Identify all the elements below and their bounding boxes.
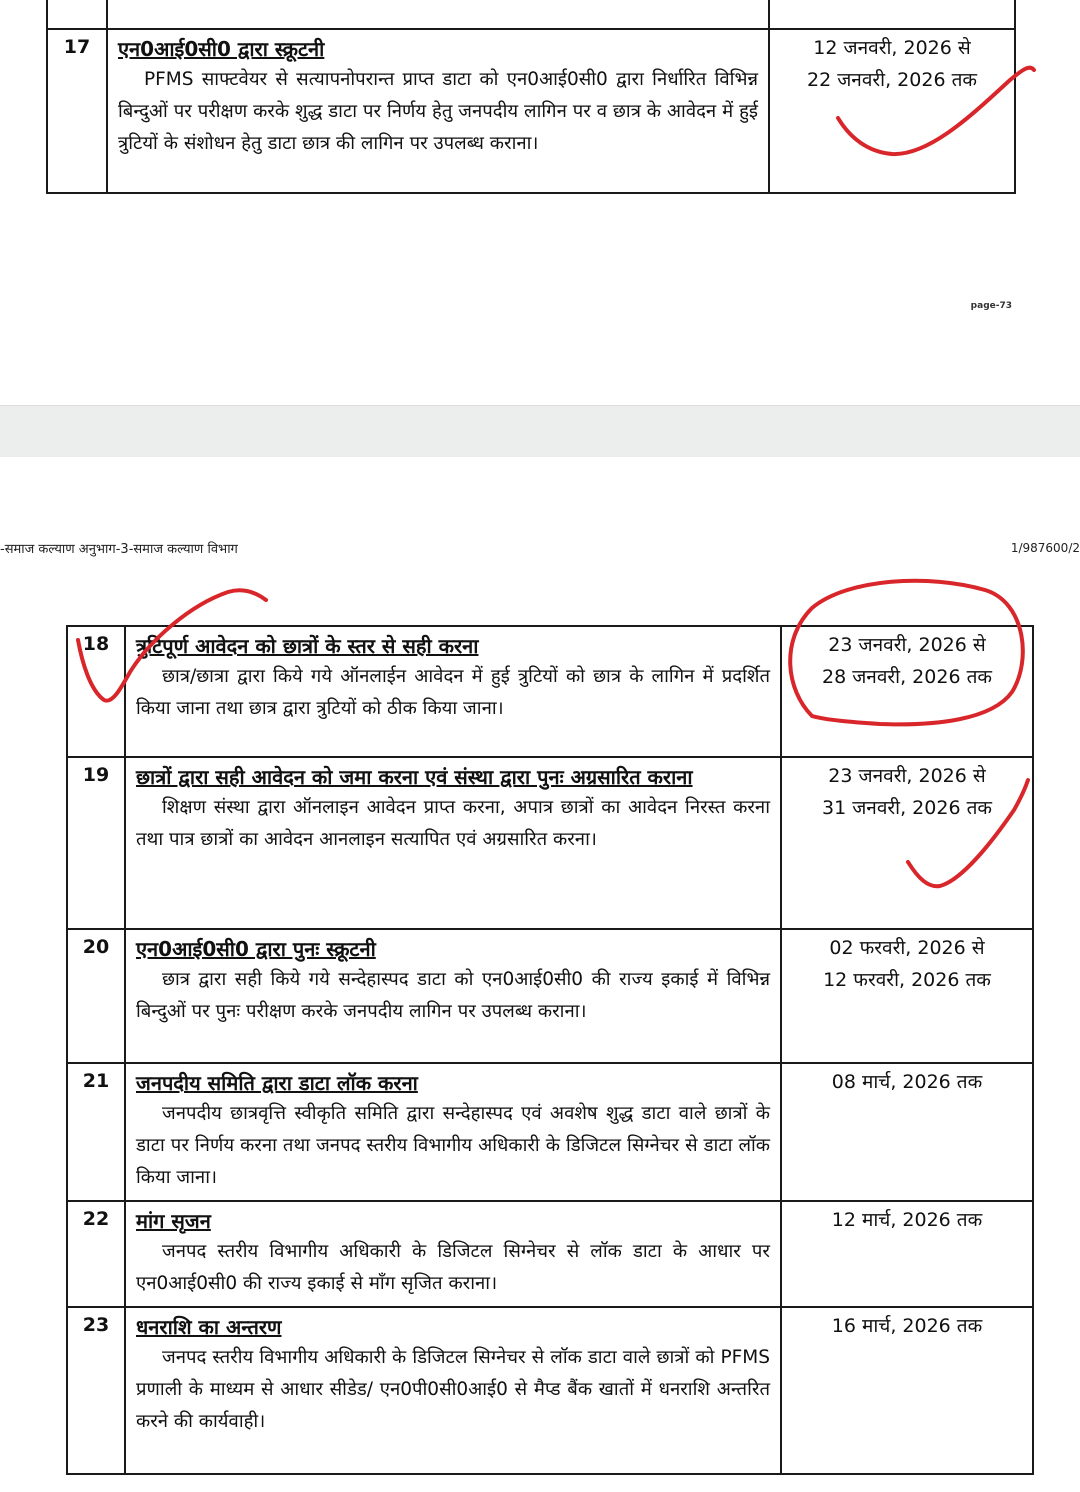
row-number: 20 [67,929,125,1063]
row-number: 18 [67,626,125,757]
row-body: PFMS साफ्टवेयर से सत्यापनोपरान्त प्राप्त डाटा को एन0आई0सी0 द्वारा निर्धारित विभिन्न बिन्दुओं पर परीक्षण करके शुद्ध डाटा पर निर्णय हेतु जनपदीय लागिन पर व छात्र के आवेदन में हुई त्रुटियों के संशोधन हेतु डाटा छात्र की लागिन पर उपलब्ध कराना। [118,69,758,154]
row-title: जनपदीय समिति द्वारा डाटा लॉक करना [136,1071,418,1095]
row-description [125,1063,781,1201]
row-title: एन0आई0सी0 द्वारा पुनः स्क्रूटनी [136,937,376,961]
row-description [125,757,781,929]
table-row [67,1201,1033,1307]
date-to: 12 फरवरी, 2026 तक [823,969,991,991]
row-date [781,929,1033,1063]
row-description [125,626,781,757]
date-to: 22 जनवरी, 2026 तक [806,69,977,91]
row-title: छात्रों द्वारा सही आवेदन को जमा करना एवं संस्था द्वारा पुनः अग्रसारित कराना [136,765,693,789]
row-date [781,1201,1033,1307]
row-title: एन0आई0सी0 द्वारा स्क्रूटनी [118,37,325,61]
department-header: -समाज कल्याण अनुभाग-3-समाज कल्याण विभाग [0,542,238,557]
date-from: 12 जनवरी, 2026 से [813,37,971,59]
row-number: 19 [67,757,125,929]
row-date [781,626,1033,757]
row-date [781,1307,1033,1474]
page-number: page-73 [970,301,1012,311]
row-body: जनपद स्तरीय विभागीय अधिकारी के डिजिटल सिग्नेचर से लॉक डाटा वाले छात्रों को PFMS प्रणाली के माध्यम से आधार सीडेड/ एन0पी0सी0आई0 से मैप्ड बैंक खातों में धनराशि अन्तरित करने की कार्यवाही। [136,1347,770,1432]
document-page [0,457,1080,1492]
row-body: जनपद स्तरीय विभागीय अधिकारी के डिजिटल सिग्नेचर से लॉक डाटा के आधार पर एन0आई0सी0 की राज्य इकाई से माँग सृजित कराना। [136,1241,770,1294]
table-row [67,929,1033,1063]
date-from: 12 मार्च, 2026 तक [831,1209,983,1231]
file-number: 1/987600/2 [1010,541,1080,555]
table-row [47,29,1015,193]
row-number: 23 [67,1307,125,1474]
row-description [125,1307,781,1474]
page-separator [0,405,1080,458]
date-to: 28 जनवरी, 2026 तक [821,666,992,688]
row-body: शिक्षण संस्था द्वारा ऑनलाइन आवेदन प्राप्त करना, अपात्र छात्रों का आवेदन निरस्त करना तथा पात्र छात्रों का आवेदन आनलाइन सत्यापित एवं अग्रसारित करना। [136,797,770,850]
date-from: 16 मार्च, 2026 तक [831,1315,983,1337]
row-date [769,29,1015,193]
date-to: 31 जनवरी, 2026 तक [821,797,992,819]
row-description [107,29,769,193]
table-row [67,1307,1033,1474]
table-row-spacer [47,0,1015,29]
row-title: मांग सृजन [136,1209,211,1233]
date-from: 23 जनवरी, 2026 से [828,765,986,787]
row-body: छात्र द्वारा सही किये गये सन्देहास्पद डाटा को एन0आई0सी0 की राज्य इकाई में विभिन्न बिन्दुओं पर पुनः परीक्षण करके जनपदीय लागिन पर उपलब्ध कराना। [136,969,770,1022]
row-body: छात्र/छात्रा द्वारा किये गये ऑनलाईन आवेदन में हुई त्रुटियों को छात्र के लागिन में प्रदर्शित किया जाना तथा छात्र द्वारा त्रुटियों को ठीक किया जाना। [136,666,770,719]
row-title: त्रुटिपूर्ण आवेदन को छात्रों के स्तर से सही करना [136,634,479,658]
table-row [67,626,1033,757]
date-from: 08 मार्च, 2026 तक [831,1071,983,1093]
date-from: 23 जनवरी, 2026 से [828,634,986,656]
document-page-73 [0,0,1080,405]
row-title: धनराशि का अन्तरण [136,1315,282,1339]
table-row [67,757,1033,929]
date-from: 02 फरवरी, 2026 से [829,937,985,959]
row-number: 17 [47,29,107,193]
row-date [781,757,1033,929]
row-body: जनपदीय छात्रवृत्ति स्वीकृति समिति द्वारा सन्देहास्पद एवं अवशेष शुद्ध डाटा वाले छात्रों के डाटा पर निर्णय करना तथा जनपद स्तरीय विभागीय अधिकारी के डिजिटल सिग्नेचर से डाटा लॉक किया जाना। [136,1103,770,1188]
schedule-table-top [46,0,1016,194]
row-date [781,1063,1033,1201]
table-row [67,1063,1033,1201]
row-number: 22 [67,1201,125,1307]
row-number: 21 [67,1063,125,1201]
schedule-table [66,625,1034,1475]
row-description [125,929,781,1063]
row-description [125,1201,781,1307]
